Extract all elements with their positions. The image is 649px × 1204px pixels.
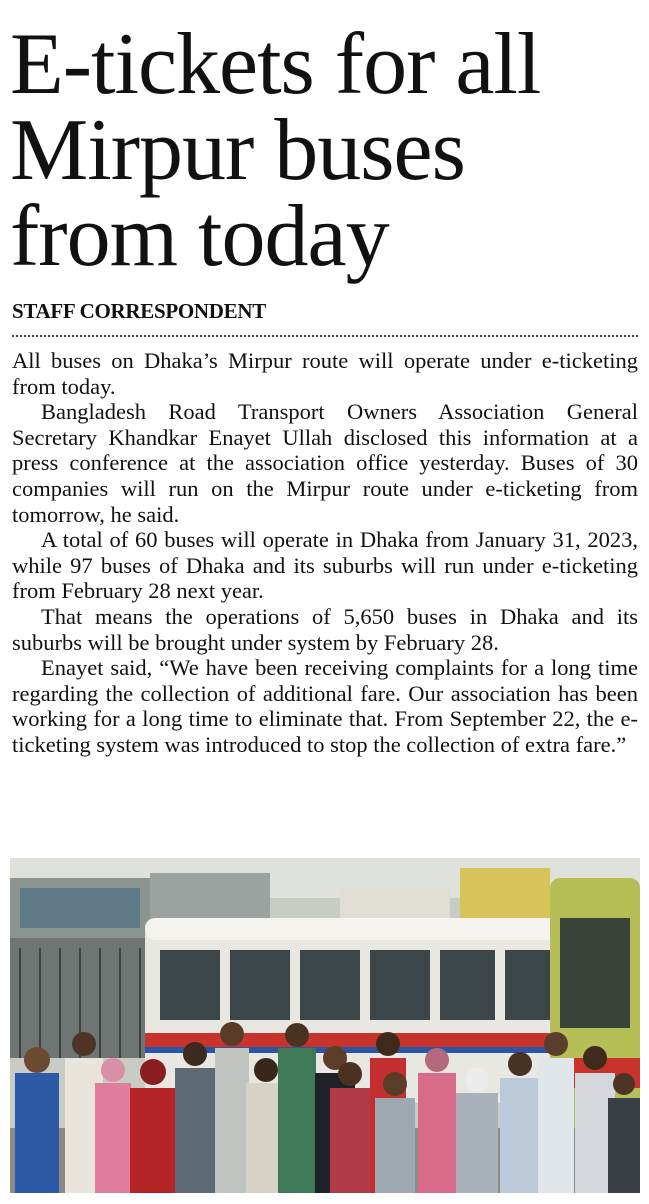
headline (10, 16, 640, 285)
article-body (12, 348, 638, 758)
headline-line-2: Mirpur buses (10, 102, 465, 199)
paragraph-2: Bangladesh Road Transport Owners Association General Secretary Khandkar Enayet Ullah disclosed this information at a press conference at the association office yesterday. Buses of 30 companies will run on the Mirpur route under e-ticketing from tomorrow, he said. (12, 399, 638, 527)
paragraph-5: Enayet said, “We have been receiving complaints for a long time regarding the collection of additional fare. Our association has been working for a long time to eliminate that. From September 22, the e-ticketing system was introduced to stop the collection of extra fare.” (12, 655, 638, 757)
headline-line-1: E-tickets for all (10, 16, 541, 113)
headline-line-3: from today (10, 188, 389, 285)
paragraph-1: All buses on Dhaka’s Mirpur route will operate under e-ticketing from today. (12, 348, 638, 399)
photo-illustration (10, 858, 640, 1193)
dotted-divider (12, 335, 638, 337)
paragraph-4: That means the operations of 5,650 buses in Dhaka and its suburbs will be brought under system by February 28. (12, 603, 638, 655)
byline: STAFF CORRESPONDENT (12, 299, 266, 323)
bus-crowd-photo (10, 858, 640, 1193)
paragraph-3: A total of 60 buses will operate in Dhaka from January 31, 2023, while 97 buses of Dhaka and its suburbs will run under e-ticketing from February 28 next year. (12, 527, 638, 604)
